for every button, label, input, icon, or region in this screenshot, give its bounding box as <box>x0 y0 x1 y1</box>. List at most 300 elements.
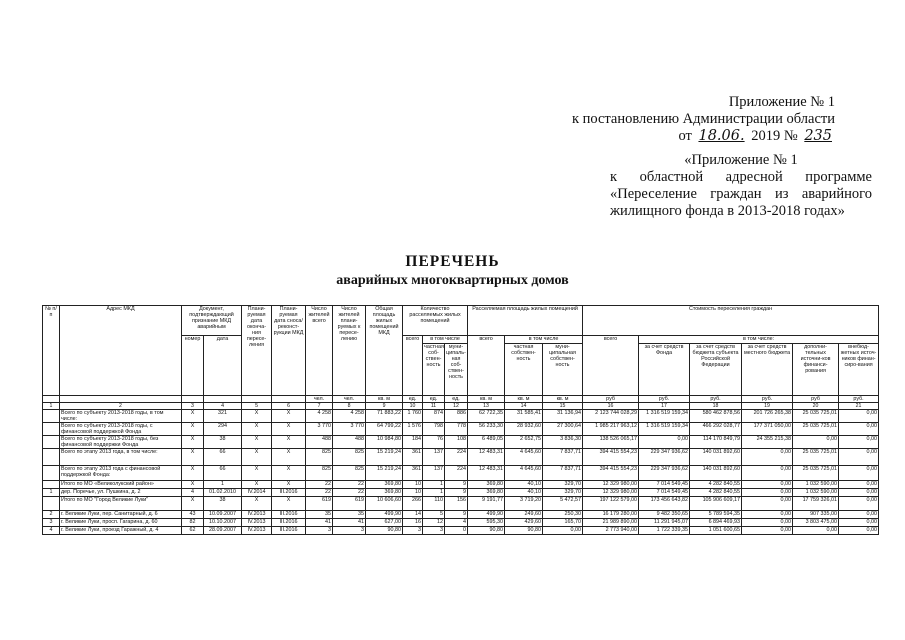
data-cell: 224 <box>445 466 468 481</box>
col-cost: Стоимость переселения граждан <box>583 306 879 336</box>
data-cell: 10.10.2007 <box>204 519 242 527</box>
data-cell: 0,00 <box>839 423 879 436</box>
data-cell: 0,00 <box>839 449 879 466</box>
data-cell: 250,30 <box>543 511 583 519</box>
data-cell: 4 <box>182 489 204 497</box>
data-cell: 6 894 469,93 <box>690 519 742 527</box>
col-plan-end: Плани-руемая дата оконча-ния пересе-ления <box>242 306 272 396</box>
data-cell: X <box>182 410 204 423</box>
table-row <box>43 489 879 497</box>
data-cell: X <box>242 410 272 423</box>
data-cell: 28.09.2007 <box>204 527 242 535</box>
address-cell: Всего по субъекту 2013-2018 годы, с финансовой поддержкой Фонда <box>60 423 182 436</box>
data-cell: 137 <box>423 466 445 481</box>
data-cell: 41 <box>333 519 366 527</box>
data-cell: 71 883,22 <box>366 410 403 423</box>
col-count-total: всего <box>403 336 423 396</box>
data-cell: 369,80 <box>468 489 505 497</box>
data-cell: 907 335,00 <box>793 511 839 519</box>
data-cell: X <box>242 449 272 466</box>
column-number-cell: 6 <box>272 403 306 410</box>
table-row <box>43 423 879 436</box>
data-cell <box>43 410 60 423</box>
col-count: Количество расселяемых жилых помещений <box>403 306 468 336</box>
units-row <box>43 396 879 403</box>
data-cell: IV.2014 <box>242 489 272 497</box>
data-cell: 825 <box>333 466 366 481</box>
data-cell <box>43 481 60 489</box>
data-cell: 10 <box>403 489 423 497</box>
data-cell: 0,00 <box>543 527 583 535</box>
data-cell: 4 645,60 <box>505 449 543 466</box>
data-cell: 394 415 554,23 <box>583 449 639 466</box>
data-cell: 825 <box>306 449 333 466</box>
col-area-municipal: муни-ципальная собствен-ность <box>543 344 583 396</box>
appendix-resolution: к постановлению Администрации области <box>571 111 835 127</box>
data-cell: 114 170 849,79 <box>690 436 742 449</box>
data-cell: X <box>272 436 306 449</box>
data-cell: 4 <box>445 519 468 527</box>
data-cell: 0,00 <box>742 511 793 519</box>
data-cell: 140 031 892,60 <box>690 466 742 481</box>
data-cell: III.2016 <box>272 511 306 519</box>
data-cell: 488 <box>333 436 366 449</box>
column-number-cell: 21 <box>839 403 879 410</box>
title-main: ПЕРЕЧЕНЬ <box>405 253 500 270</box>
col-area-total: всего <box>468 336 505 396</box>
data-cell: 266 <box>403 497 423 511</box>
data-cell: 3 <box>306 527 333 535</box>
data-cell: 90,80 <box>366 527 403 535</box>
address-cell: Всего по этапу 2013 года, в том числе: <box>60 449 182 466</box>
data-cell: 1 722 339,35 <box>639 527 690 535</box>
data-cell: 0,00 <box>839 436 879 449</box>
data-cell: 0,00 <box>839 527 879 535</box>
data-cell: 27 300,64 <box>543 423 583 436</box>
data-cell: X <box>242 423 272 436</box>
data-cell: 184 <box>403 436 423 449</box>
data-cell: III.2016 <box>272 519 306 527</box>
data-cell: 9 <box>445 481 468 489</box>
unit-cell: руб. <box>690 396 742 403</box>
data-cell: IV.2013 <box>242 511 272 519</box>
data-cell: X <box>182 497 204 511</box>
unit-cell <box>272 396 306 403</box>
data-cell: 7 837,71 <box>543 466 583 481</box>
col-residents-plan: Число жителей плани-руемых к пересе-лению <box>333 306 366 396</box>
data-cell <box>43 449 60 466</box>
col-count-municipal: муни-ципаль-ная соб-ствен-ность <box>445 344 468 396</box>
address-cell: Всего по этапу 2013 года с финансовой поддержкой Фонда: <box>60 466 182 481</box>
data-cell: 0,00 <box>639 436 690 449</box>
data-cell: III.2016 <box>272 527 306 535</box>
data-cell: 21 989 890,00 <box>583 519 639 527</box>
unit-cell <box>43 396 60 403</box>
data-cell: 15 219,24 <box>366 449 403 466</box>
col-doc-date: дата <box>204 336 242 396</box>
col-area-incl: в том числе <box>505 336 583 344</box>
data-cell: 394 415 554,23 <box>583 466 639 481</box>
data-cell: 0,00 <box>742 497 793 511</box>
data-cell: 1 032 590,00 <box>793 489 839 497</box>
column-number-cell: 3 <box>182 403 204 410</box>
col-address: Адрес МКД <box>60 306 182 396</box>
data-cell: 0,00 <box>742 466 793 481</box>
data-cell: 886 <box>445 410 468 423</box>
data-cell: 369,80 <box>366 489 403 497</box>
data-cell: 177 371 050,00 <box>742 423 793 436</box>
data-cell: 7 014 549,45 <box>639 481 690 489</box>
data-cell: 10 984,80 <box>366 436 403 449</box>
data-cell: 22 <box>333 481 366 489</box>
data-cell: 798 <box>423 423 445 436</box>
appendix-title: Приложение № 1 <box>728 94 835 110</box>
document-title <box>0 253 905 289</box>
unit-cell: руб. <box>742 396 793 403</box>
data-cell: IV.2013 <box>242 527 272 535</box>
data-cell: 2 <box>43 511 60 519</box>
col-cost-total: всего <box>583 336 639 396</box>
data-cell: X <box>242 497 272 511</box>
data-cell: 4 282 840,55 <box>690 481 742 489</box>
data-cell: 1 760 <box>403 410 423 423</box>
data-cell: X <box>182 436 204 449</box>
data-cell: 5 472,57 <box>543 497 583 511</box>
data-cell: 9 482 350,65 <box>639 511 690 519</box>
data-cell: 3 770 <box>306 423 333 436</box>
column-number-cell: 5 <box>242 403 272 410</box>
data-cell: 3 836,30 <box>543 436 583 449</box>
data-cell: 0,00 <box>839 489 879 497</box>
data-cell: 1 985 217 963,12 <box>583 423 639 436</box>
address-cell: г. Великие Луки, проезд Гаражный, д. 4 <box>60 527 182 535</box>
col-cost-additional: дополни-тельных источни-ков финанси-рования <box>793 344 839 396</box>
data-cell: 7 837,71 <box>543 449 583 466</box>
data-cell: 66 <box>204 449 242 466</box>
col-area: Общая площадь жилых помещений МКД <box>366 306 403 396</box>
program-appendix-text: к областной адресной программе «Переселение граждан из аварийного жилищного фонда в 2013-2018 годах» <box>610 169 872 219</box>
data-cell: 105 906 609,17 <box>690 497 742 511</box>
data-cell: 0,00 <box>839 481 879 489</box>
data-cell: 0,00 <box>839 497 879 511</box>
data-cell: 499,90 <box>468 511 505 519</box>
unit-cell: ед. <box>445 396 468 403</box>
data-cell: X <box>242 481 272 489</box>
data-cell: X <box>272 497 306 511</box>
data-cell: 4 645,60 <box>505 466 543 481</box>
data-cell: 3 719,20 <box>505 497 543 511</box>
data-cell: 01.02.2010 <box>204 489 242 497</box>
column-number-cell: 15 <box>543 403 583 410</box>
data-cell: 56 233,30 <box>468 423 505 436</box>
data-cell: 66 <box>204 466 242 481</box>
data-cell: 1 316 519 159,34 <box>639 410 690 423</box>
data-cell: 3 <box>333 527 366 535</box>
data-cell: 1 316 519 159,34 <box>639 423 690 436</box>
column-number-cell: 18 <box>690 403 742 410</box>
col-doc-number: номер <box>182 336 204 396</box>
column-number-cell: 10 <box>403 403 423 410</box>
data-cell: 12 483,31 <box>468 466 505 481</box>
column-number-cell: 19 <box>742 403 793 410</box>
data-cell: 38 <box>204 436 242 449</box>
data-cell: 90,80 <box>505 527 543 535</box>
data-cell: 1 <box>423 489 445 497</box>
data-cell: 10.09.2007 <box>204 511 242 519</box>
col-cost-fund: за счет средств Фонда <box>639 344 690 396</box>
column-number-cell: 9 <box>366 403 403 410</box>
data-cell: 294 <box>204 423 242 436</box>
data-cell: 229 347 936,62 <box>639 466 690 481</box>
unit-cell: кв. м <box>543 396 583 403</box>
data-cell: 4 282 840,55 <box>690 489 742 497</box>
data-cell: X <box>242 436 272 449</box>
data-cell: 595,30 <box>468 519 505 527</box>
column-number-cell: 14 <box>505 403 543 410</box>
unit-cell: кв. м <box>505 396 543 403</box>
appendix-header <box>572 94 835 145</box>
data-cell: 14 <box>403 511 423 519</box>
data-cell: 4 <box>43 527 60 535</box>
unit-cell <box>242 396 272 403</box>
address-cell: г. Великие Луки, просп. Гагарина, д. 60 <box>60 519 182 527</box>
data-cell: 3 770 <box>333 423 366 436</box>
data-cell: 31 136,94 <box>543 410 583 423</box>
column-number-cell: 2 <box>60 403 182 410</box>
data-cell: 0,00 <box>793 436 839 449</box>
data-cell <box>43 436 60 449</box>
data-cell: 137 <box>423 449 445 466</box>
data-cell: X <box>272 466 306 481</box>
data-cell: 12 329 980,00 <box>583 489 639 497</box>
column-numbers-row <box>43 403 879 410</box>
data-cell: 1 <box>204 481 242 489</box>
data-cell: 25 035 725,01 <box>793 466 839 481</box>
data-cell: 25 035 725,01 <box>793 410 839 423</box>
table-row <box>43 511 879 519</box>
data-cell: 201 726 265,38 <box>742 410 793 423</box>
unit-cell <box>60 396 182 403</box>
data-cell <box>43 423 60 436</box>
appendix-date-line: от 18.06. 2019 № 235 <box>572 128 835 145</box>
unit-cell <box>204 396 242 403</box>
data-cell: 627,00 <box>366 519 403 527</box>
data-cell: 321 <box>204 410 242 423</box>
data-cell: 16 <box>403 519 423 527</box>
column-number-cell: 7 <box>306 403 333 410</box>
table-row <box>43 481 879 489</box>
data-cell <box>43 497 60 511</box>
unit-cell: чел. <box>306 396 333 403</box>
title-sub: аварийных многоквартирных домов <box>336 273 569 288</box>
data-cell: X <box>182 466 204 481</box>
col-area-set: Расселяемая площадь жилых помещений <box>468 306 583 336</box>
data-cell: X <box>182 449 204 466</box>
data-cell: 24 355 215,38 <box>742 436 793 449</box>
data-cell: 874 <box>423 410 445 423</box>
data-cell: 5 789 594,35 <box>690 511 742 519</box>
col-cost-subject: за счет средств бюджета субъекта Российской Федерации <box>690 344 742 396</box>
address-cell: г. Великие Луки, пер. Санитарный, д. 6 <box>60 511 182 519</box>
address-cell: Всего по субъекту 2013-2018 годы, без финансовой поддержки Фонда <box>60 436 182 449</box>
data-cell: 9 <box>445 511 468 519</box>
data-cell: 0,00 <box>839 466 879 481</box>
data-cell: 197 122 579,00 <box>583 497 639 511</box>
table-row <box>43 410 879 423</box>
column-number-cell: 1 <box>43 403 60 410</box>
data-cell: 22 <box>333 489 366 497</box>
data-cell: 3 <box>403 527 423 535</box>
col-area-private: частная собствен-ность <box>505 344 543 396</box>
data-cell: 62 722,35 <box>468 410 505 423</box>
data-cell: 369,80 <box>366 481 403 489</box>
data-cell: 90,80 <box>468 527 505 535</box>
data-cell: X <box>242 466 272 481</box>
data-cell: 12 329 980,00 <box>583 481 639 489</box>
unit-cell: кв. м <box>366 396 403 403</box>
data-cell: 0,00 <box>742 527 793 535</box>
data-cell: 40,10 <box>505 481 543 489</box>
data-cell: 619 <box>306 497 333 511</box>
data-cell: 580 462 878,56 <box>690 410 742 423</box>
data-cell: 778 <box>445 423 468 436</box>
data-cell: 25 035 725,01 <box>793 449 839 466</box>
data-cell: 825 <box>306 466 333 481</box>
data-cell: 329,70 <box>543 481 583 489</box>
data-cell <box>43 466 60 481</box>
unit-cell: руб <box>583 396 639 403</box>
data-cell: 110 <box>423 497 445 511</box>
houses-table <box>42 305 879 535</box>
data-cell: 361 <box>403 449 423 466</box>
data-cell: 10 <box>403 481 423 489</box>
col-cost-extrabudget: внебюд-жетных источ-ников финан-сиро-вания <box>839 344 879 396</box>
data-cell: 3 803 475,00 <box>793 519 839 527</box>
table-body <box>43 410 879 535</box>
data-cell: 76 <box>423 436 445 449</box>
data-cell: 224 <box>445 449 468 466</box>
data-cell: 156 <box>445 497 468 511</box>
col-no: № п/п <box>43 306 60 396</box>
table-row <box>43 497 879 511</box>
data-cell: 1 <box>43 489 60 497</box>
col-cost-incl: в том числе: <box>639 336 879 344</box>
data-cell: 7 014 549,45 <box>639 489 690 497</box>
data-cell: 5 <box>423 511 445 519</box>
column-number-cell: 20 <box>793 403 839 410</box>
unit-cell: кв. м <box>468 396 505 403</box>
data-cell: 4 258 <box>306 410 333 423</box>
handwritten-number: 235 <box>804 128 832 144</box>
column-number-cell: 4 <box>204 403 242 410</box>
data-cell: 43 <box>182 511 204 519</box>
data-cell: 140 031 892,60 <box>690 449 742 466</box>
data-cell: 6 489,05 <box>468 436 505 449</box>
data-cell: 38 <box>204 497 242 511</box>
data-cell: X <box>272 423 306 436</box>
data-cell: 488 <box>306 436 333 449</box>
column-number-cell: 17 <box>639 403 690 410</box>
data-cell: 2 652,75 <box>505 436 543 449</box>
address-cell: Итого по МО «Великолукский район» <box>60 481 182 489</box>
data-cell: X <box>272 449 306 466</box>
col-plan-demolition: Плани-руемая дата сноса/ реконст-рукции МКД <box>272 306 306 396</box>
unit-cell: ед. <box>403 396 423 403</box>
data-cell: X <box>272 410 306 423</box>
data-cell: 35 <box>306 511 333 519</box>
data-cell: 0,00 <box>742 519 793 527</box>
data-cell: 22 <box>306 489 333 497</box>
data-cell: 361 <box>403 466 423 481</box>
data-cell: 31 585,41 <box>505 410 543 423</box>
data-cell: 466 292 028,77 <box>690 423 742 436</box>
unit-cell: чел. <box>333 396 366 403</box>
data-cell: 10 606,60 <box>366 497 403 511</box>
data-cell: 3 <box>43 519 60 527</box>
table-row <box>43 449 879 466</box>
data-cell: 0,00 <box>742 449 793 466</box>
address-cell: Всего по субъекту 2013-2018 годы, в том числе: <box>60 410 182 423</box>
data-cell: 499,90 <box>366 511 403 519</box>
data-cell: X <box>182 481 204 489</box>
data-cell: 25 035 725,01 <box>793 423 839 436</box>
unit-cell: ед. <box>423 396 445 403</box>
data-cell: 35 <box>333 511 366 519</box>
data-cell: 1 032 590,00 <box>793 481 839 489</box>
data-cell: IV.2013 <box>242 519 272 527</box>
data-cell: 229 347 936,62 <box>639 449 690 466</box>
data-cell: 62 <box>182 527 204 535</box>
unit-cell: руб. <box>839 396 879 403</box>
column-number-cell: 8 <box>333 403 366 410</box>
data-cell: 249,60 <box>505 511 543 519</box>
table-row <box>43 527 879 535</box>
data-cell: 108 <box>445 436 468 449</box>
program-appendix-title: «Приложение № 1 <box>684 152 798 168</box>
unit-cell <box>182 396 204 403</box>
data-cell: 64 799,22 <box>366 423 403 436</box>
data-cell: 2 123 744 028,29 <box>583 410 639 423</box>
data-cell: 0 <box>445 527 468 535</box>
col-count-private: частная соб-ствен-ность <box>423 344 445 396</box>
data-cell: 0,00 <box>793 527 839 535</box>
col-cost-local: за счет средств местного бюджета <box>742 344 793 396</box>
data-cell: 0,00 <box>839 410 879 423</box>
data-cell: 41 <box>306 519 333 527</box>
data-cell: 173 456 643,82 <box>639 497 690 511</box>
handwritten-date: 18.06. <box>698 128 745 144</box>
data-cell: 15 219,24 <box>366 466 403 481</box>
data-cell: 12 <box>423 519 445 527</box>
column-number-cell: 13 <box>468 403 505 410</box>
data-cell: 165,70 <box>543 519 583 527</box>
data-cell: 12 483,31 <box>468 449 505 466</box>
data-cell: 28 932,60 <box>505 423 543 436</box>
data-cell: X <box>272 481 306 489</box>
column-number-cell: 11 <box>423 403 445 410</box>
data-cell: 0,00 <box>839 511 879 519</box>
unit-cell: руб. <box>639 396 690 403</box>
data-cell: 4 258 <box>333 410 366 423</box>
data-cell: 9 <box>445 489 468 497</box>
data-cell: 0,00 <box>742 489 793 497</box>
data-cell: 17 759 326,01 <box>793 497 839 511</box>
data-cell: 329,70 <box>543 489 583 497</box>
data-cell: 0,00 <box>742 481 793 489</box>
data-cell: 429,60 <box>505 519 543 527</box>
col-count-incl: в том числе <box>423 336 468 344</box>
data-cell: 1 576 <box>403 423 423 436</box>
